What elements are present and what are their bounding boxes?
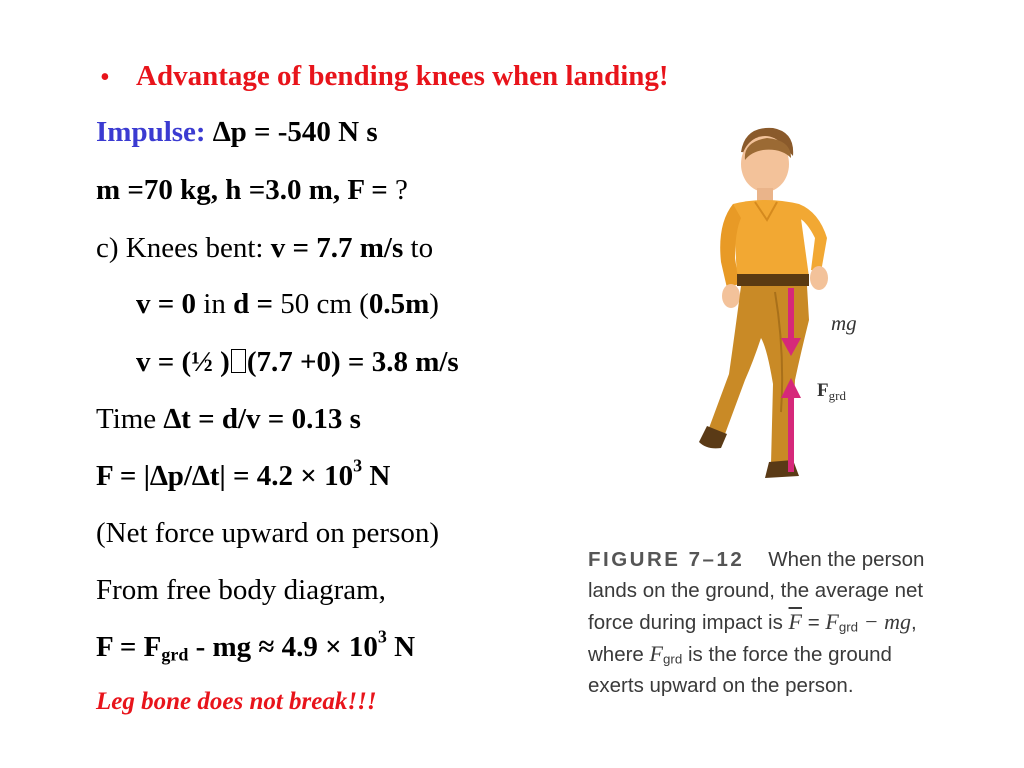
average-velocity-b: (7.7 +0) = 3.8 m/s [246,346,459,378]
bullet-point: • [100,62,110,93]
force-expression: F = |∆p/∆t| = 4.2 × 10 [96,460,354,492]
impulse-line [96,118,378,147]
force-unit: N [369,460,391,492]
caption-text-3: is the force the ground exerts upward on the person. [588,643,892,697]
distance-close: ) [429,288,439,320]
force-line [96,455,391,492]
caption-text-1: When the person lands on the ground, the average net force during impact is [588,548,925,634]
knees-prefix: c) Knees bent: [96,232,264,264]
conclusion-text: Leg bone does not break!!! [96,688,377,715]
caption-text-2: , where [588,611,917,666]
caption-grd2: grd [663,651,683,667]
time-line [96,405,361,434]
knees-velocity: v = 7.7 m/s [270,232,404,264]
caption-figure-number: FIGURE 7–12 [588,548,745,571]
final-velocity: v = 0 [136,288,197,320]
time-expression: ∆t = d/v = 0.13 s [163,403,361,435]
average-velocity-a: v = (½ ) [136,346,230,378]
missing-glyph-box [231,349,246,373]
figure-caption [588,544,950,701]
ground-force-a: F = F [96,631,162,663]
givens-text: m =70 kg, h =3.0 m, F = [96,174,388,206]
fgrd-label [817,380,846,404]
givens-unknown: ? [395,174,408,206]
caption-fbar: $\overline{F}$ [788,609,802,634]
caption-equals: = [807,611,820,634]
ground-force-line [96,626,416,665]
ground-force-exponent: 3 [377,626,387,647]
person-illustration [595,112,930,510]
distance-label: d = [233,288,273,320]
fgrd-label-f: F [817,380,829,401]
caption-minus-mg: − mg [863,609,912,634]
net-force-note: (Net force upward on person) [96,517,440,549]
caption-f: F [825,609,839,634]
distance-meters: 0.5m [368,288,430,320]
average-velocity-line [136,348,459,377]
knees-bent-line [96,234,433,263]
force-exponent: 3 [353,455,363,476]
distance-value: 50 cm ( [280,288,369,320]
time-label: Time [96,403,157,435]
impulse-label: Impulse: [96,116,206,148]
final-velocity-line [136,290,439,319]
ground-force-b: - mg ≈ 4.9 × 10 [195,631,378,663]
caption-f2: F [649,641,663,666]
caption-grd: grd [838,619,859,635]
final-velocity-in: in [203,288,226,320]
knees-to: to [410,232,434,264]
fgrd-label-sub: grd [828,388,846,403]
free-body-line: From free body diagram, [96,574,386,606]
ground-force-sub: grd [161,644,189,665]
givens-line [96,176,408,205]
mg-label: mg [831,311,857,335]
landing-person-figure [595,112,930,510]
ground-force-unit: N [394,631,416,663]
impulse-expression: ∆p = -540 N s [212,116,378,148]
slide-heading: Advantage of bending knees when landing! [136,60,669,92]
